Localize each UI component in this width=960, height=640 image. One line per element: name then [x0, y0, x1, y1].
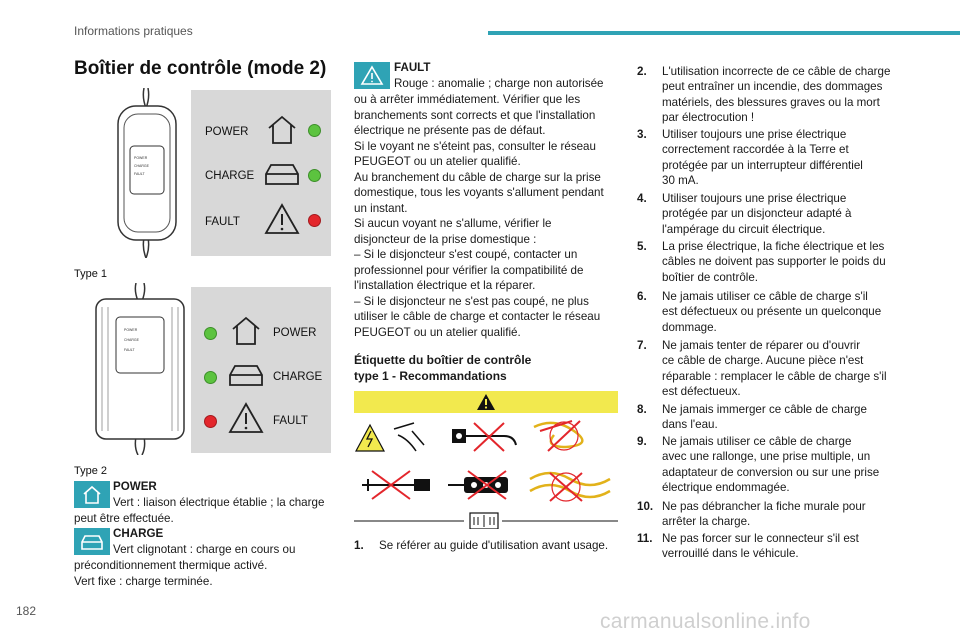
fault-text-line: professionnel pour vérifier la compatibilité de: [354, 263, 584, 277]
recommendation-number: 8.: [637, 403, 647, 416]
recommendation-number: 1.: [354, 539, 364, 552]
label-section-subtitle: type 1 - Recommandations: [354, 369, 507, 383]
fault-text-line: PEUGEOT ou un atelier qualifié.: [354, 325, 521, 339]
type1-panel-label-fault: FAULT: [205, 216, 240, 228]
pictogram-grid: [354, 417, 618, 529]
recommendation-text: La prise électrique, la fiche électrique et les câbles ne doivent pas supporter le poids du boîtier de contrôle.: [662, 240, 886, 284]
recommendation-number: 3.: [637, 128, 647, 141]
recommendation-number: 5.: [637, 240, 647, 253]
type1-panel-label-power: POWER: [205, 126, 249, 138]
home-icon: [265, 114, 299, 146]
recommendation-number: 7.: [637, 339, 647, 352]
car-icon: [263, 160, 301, 188]
type2-panel-label-fault: FAULT: [273, 415, 308, 427]
power-indicator-text: Vert : liaison électrique établie ; la charge: [113, 496, 325, 509]
type2-caption: Type 2: [74, 465, 108, 477]
type2-charge-led: [204, 371, 217, 384]
fault-text-line: PEUGEOT ou un atelier qualifié.: [354, 155, 521, 168]
recommendation-text: Se référer au guide d'utilisation avant usage.: [379, 539, 609, 552]
fault-text-line: domestique, tous les voyants s'allument pendant: [354, 186, 604, 199]
fault-text-line: Si aucun voyant ne s'allume, vérifier le: [354, 217, 552, 230]
fault-text-line: utiliser le câble de charge et contacter le réseau: [354, 310, 601, 323]
recommendation-number: 4.: [637, 192, 647, 205]
recommendation-text: Ne jamais immerger ce câble de charge dans l'eau.: [662, 403, 867, 432]
type1-figure: [74, 88, 330, 258]
recommendation-number: 9.: [637, 435, 647, 448]
fault-indicator-title: FAULT: [394, 61, 431, 74]
type2-fault-led: [204, 415, 217, 428]
car-icon: [227, 361, 265, 389]
recommendation-text: Utiliser toujours une prise électrique correctement raccordée à la Terre et protégée par un interrupteur différentiel 30 mA.: [662, 128, 863, 188]
type2-box-label-charge: CHARGE: [124, 338, 139, 342]
type2-panel-label-charge: CHARGE: [273, 371, 323, 383]
type1-panel-label-charge: CHARGE: [205, 170, 255, 182]
recommendation-number: 2.: [637, 65, 647, 78]
header-accent-bar: [488, 31, 960, 35]
charge-indicator-text-cont2: Vert fixe : charge terminée.: [74, 575, 213, 588]
fault-text-line: l'installation électrique et la réparer.: [354, 279, 536, 292]
type1-caption: Type 1: [74, 268, 108, 280]
recommendations-label-illustration: [354, 391, 618, 529]
warning-triangle-icon: [476, 393, 496, 411]
charge-indicator-text: Vert clignotant : charge en cours ou: [113, 543, 296, 556]
fault-text-line: disjoncteur de la prise domestique :: [354, 232, 537, 246]
type1-status-panel: [191, 90, 331, 256]
fault-text-line: ou à arrêter immédiatement. Vérifier que les: [354, 93, 581, 106]
fault-text-line: Rouge : anomalie ; charge non autorisée: [394, 77, 604, 90]
home-icon: [229, 315, 263, 347]
label-section-title: Étiquette du boîtier de contrôle: [354, 353, 532, 367]
fault-text-line: Au branchement du câble de charge sur la prise: [354, 170, 601, 184]
type2-box-label-fault: FAULT: [124, 348, 135, 352]
running-header: Informations pratiques: [74, 24, 193, 38]
type1-box-label-power: POWER: [134, 156, 148, 160]
fault-text-line: branchements sont corrects et que l'installation: [354, 108, 596, 122]
fault-text-line: – Si le disjoncteur ne s'est pas coupé, ne plus: [354, 294, 589, 308]
recommendation-text: Ne pas débrancher la fiche murale pour arrêter la charge.: [662, 500, 866, 529]
type2-figure: [74, 283, 330, 455]
warning-banner: [354, 391, 618, 413]
fault-text-line: – Si le disjoncteur s'est coupé, contacter un: [354, 248, 578, 261]
charge-indicator-title: CHARGE: [113, 527, 164, 540]
watermark: carmanualsonline.info: [600, 610, 811, 633]
recommendation-text: L'utilisation incorrecte de ce câble de charge peut entraîner un incendie, des dommages matériels, des blessures graves ou la mort par électrocution !: [662, 65, 891, 125]
type2-status-panel: [191, 287, 331, 453]
charge-indicator-text-cont: préconditionnement thermique activé.: [74, 559, 268, 572]
recommendation-text: Ne jamais utiliser ce câble de charge s'il est défectueux ou présente un quelconque dommage.: [662, 290, 882, 334]
warning-triangle-icon: [263, 202, 301, 236]
type1-box-label-charge: CHARGE: [134, 164, 149, 168]
type1-power-led: [308, 124, 321, 137]
type1-charge-led: [308, 169, 321, 182]
page-number: 182: [16, 604, 37, 618]
type2-control-box-illustration: [88, 283, 192, 455]
fault-indicator-icon: [354, 62, 390, 89]
recommendation-text: Ne pas forcer sur le connecteur s'il est verrouillé dans le véhicule.: [662, 532, 859, 561]
charge-indicator-icon: [74, 528, 110, 555]
type2-panel-label-power: POWER: [273, 327, 317, 339]
type2-box-label-power: POWER: [124, 328, 138, 332]
recommendation-text: Ne jamais tenter de réparer ou d'ouvrir ce câble de charge. Aucune pièce n'est réparable : remplacer le câble de charge s'il est défectueux.: [662, 339, 887, 399]
type2-power-led: [204, 327, 217, 340]
recommendation-number: 11.: [637, 532, 653, 545]
type1-box-label-fault: FAULT: [134, 172, 145, 176]
fault-text-line: Si le voyant ne s'éteint pas, consulter le réseau: [354, 139, 596, 153]
section-title: Boîtier de contrôle (mode 2): [74, 58, 327, 79]
power-indicator-title: POWER: [113, 480, 157, 493]
recommendation-number: 6.: [637, 290, 647, 303]
warning-triangle-icon: [227, 401, 265, 435]
type1-fault-led: [308, 214, 321, 227]
fault-text-line: un instant.: [354, 201, 408, 215]
recommendation-number: 10.: [637, 500, 654, 513]
recommendation-text: Ne jamais utiliser ce câble de charge avec une rallonge, une prise multiple, un adaptateur de conversion ou sur une prise électrique endommagée.: [662, 435, 880, 495]
power-indicator-text-cont: peut être effectuée.: [74, 512, 174, 525]
recommendation-text: Utiliser toujours une prise électrique protégée par un disjoncteur adapté à l'ampérage du circuit électrique.: [662, 192, 852, 236]
fault-text-line: électrique ne présente pas de défaut.: [354, 124, 546, 137]
power-indicator-icon: [74, 481, 110, 508]
